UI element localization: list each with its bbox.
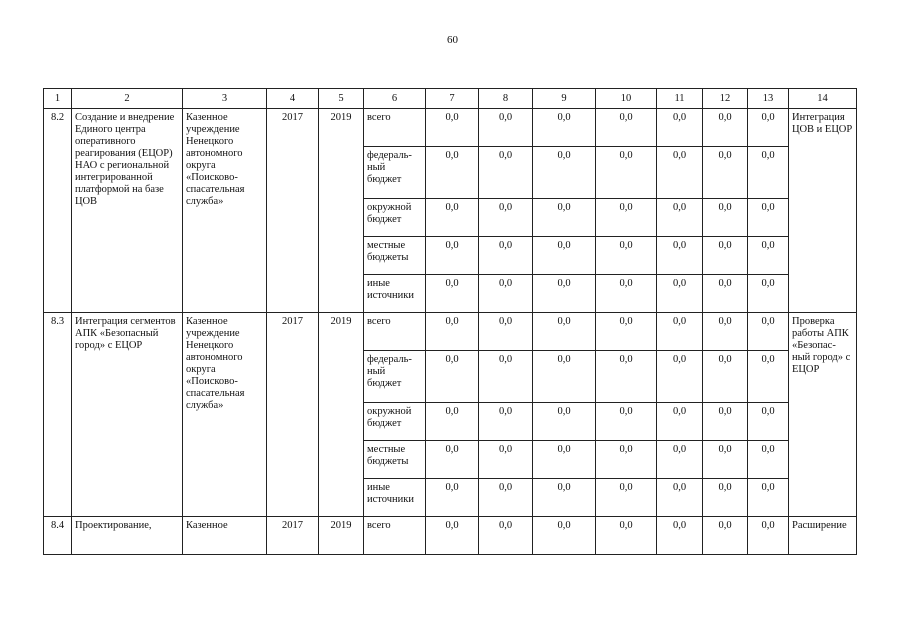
column-header: 10 bbox=[596, 89, 657, 109]
funding-value: 0,0 bbox=[657, 109, 703, 147]
funding-value: 0,0 bbox=[703, 109, 748, 147]
column-header: 5 bbox=[319, 89, 364, 109]
funding-value: 0,0 bbox=[748, 351, 789, 403]
column-header: 7 bbox=[426, 89, 479, 109]
funding-value: 0,0 bbox=[426, 313, 479, 351]
column-header: 3 bbox=[183, 89, 267, 109]
funding-source: всего bbox=[364, 313, 426, 351]
column-header: 8 bbox=[479, 89, 533, 109]
funding-value: 0,0 bbox=[703, 479, 748, 517]
funding-value: 0,0 bbox=[703, 351, 748, 403]
funding-value: 0,0 bbox=[748, 199, 789, 237]
funding-value: 0,0 bbox=[479, 351, 533, 403]
funding-value: 0,0 bbox=[703, 147, 748, 199]
funding-value: 0,0 bbox=[748, 313, 789, 351]
funding-value: 0,0 bbox=[657, 479, 703, 517]
funding-value: 0,0 bbox=[479, 517, 533, 555]
funding-value: 0,0 bbox=[426, 403, 479, 441]
funding-value: 0,0 bbox=[596, 351, 657, 403]
funding-value: 0,0 bbox=[533, 237, 596, 275]
funding-value: 0,0 bbox=[426, 351, 479, 403]
funding-value: 0,0 bbox=[748, 517, 789, 555]
funding-value: 0,0 bbox=[657, 313, 703, 351]
expected-result: Интеграция ЦОВ и ЕЦОР bbox=[789, 109, 857, 313]
funding-source: окружной бюджет bbox=[364, 199, 426, 237]
funding-source: иные источники bbox=[364, 275, 426, 313]
funding-value: 0,0 bbox=[703, 403, 748, 441]
funding-value: 0,0 bbox=[479, 313, 533, 351]
funding-value: 0,0 bbox=[596, 517, 657, 555]
funding-source: иные источники bbox=[364, 479, 426, 517]
funding-value: 0,0 bbox=[657, 403, 703, 441]
funding-value: 0,0 bbox=[703, 517, 748, 555]
funding-value: 0,0 bbox=[657, 275, 703, 313]
funding-value: 0,0 bbox=[479, 479, 533, 517]
column-header: 12 bbox=[703, 89, 748, 109]
funding-value: 0,0 bbox=[657, 517, 703, 555]
funding-value: 0,0 bbox=[479, 441, 533, 479]
funding-value: 0,0 bbox=[657, 199, 703, 237]
funding-value: 0,0 bbox=[703, 275, 748, 313]
funding-value: 0,0 bbox=[748, 275, 789, 313]
funding-source: всего bbox=[364, 517, 426, 555]
table-row bbox=[44, 313, 857, 351]
budget-table bbox=[43, 88, 857, 555]
item-name: Создание и внедрение Единого центра оперативного реагирования (ЕЦОР) НАО с региональной интегрированной платформой на базе ЦОВ bbox=[72, 109, 183, 313]
column-header: 9 bbox=[533, 89, 596, 109]
funding-source: всего bbox=[364, 109, 426, 147]
funding-value: 0,0 bbox=[426, 199, 479, 237]
funding-value: 0,0 bbox=[596, 479, 657, 517]
table-row bbox=[44, 517, 857, 555]
funding-value: 0,0 bbox=[479, 403, 533, 441]
funding-value: 0,0 bbox=[748, 109, 789, 147]
funding-value: 0,0 bbox=[596, 237, 657, 275]
end-year: 2019 bbox=[319, 517, 364, 555]
funding-value: 0,0 bbox=[426, 109, 479, 147]
column-header: 11 bbox=[657, 89, 703, 109]
column-header: 13 bbox=[748, 89, 789, 109]
funding-source: федераль-ный бюджет bbox=[364, 147, 426, 199]
column-header: 2 bbox=[72, 89, 183, 109]
funding-source: окружной бюджет bbox=[364, 403, 426, 441]
funding-value: 0,0 bbox=[533, 441, 596, 479]
table-row bbox=[44, 109, 857, 147]
funding-value: 0,0 bbox=[533, 479, 596, 517]
funding-value: 0,0 bbox=[703, 313, 748, 351]
funding-value: 0,0 bbox=[748, 147, 789, 199]
item-number: 8.3 bbox=[44, 313, 72, 517]
funding-value: 0,0 bbox=[426, 441, 479, 479]
item-number: 8.2 bbox=[44, 109, 72, 313]
expected-result: Проверка работы АПК «Безопас-ный город» с ЕЦОР bbox=[789, 313, 857, 517]
expected-result: Расширение bbox=[789, 517, 857, 555]
funding-value: 0,0 bbox=[533, 351, 596, 403]
start-year: 2017 bbox=[267, 517, 319, 555]
funding-source: местные бюджеты bbox=[364, 441, 426, 479]
funding-value: 0,0 bbox=[596, 275, 657, 313]
funding-value: 0,0 bbox=[596, 199, 657, 237]
page-number: 60 bbox=[447, 34, 458, 46]
funding-value: 0,0 bbox=[657, 351, 703, 403]
funding-value: 0,0 bbox=[748, 479, 789, 517]
funding-value: 0,0 bbox=[596, 109, 657, 147]
funding-value: 0,0 bbox=[533, 403, 596, 441]
funding-value: 0,0 bbox=[426, 147, 479, 199]
funding-value: 0,0 bbox=[657, 147, 703, 199]
funding-value: 0,0 bbox=[426, 517, 479, 555]
item-executor: Казенное учреждение Ненецкого автономного округа «Поисково-спасательная служба» bbox=[183, 313, 267, 517]
funding-value: 0,0 bbox=[657, 237, 703, 275]
funding-value: 0,0 bbox=[596, 147, 657, 199]
funding-value: 0,0 bbox=[533, 517, 596, 555]
item-executor: Казенное учреждение Ненецкого автономного округа «Поисково-спасательная служба» bbox=[183, 109, 267, 313]
item-executor: Казенное bbox=[183, 517, 267, 555]
funding-source: местные бюджеты bbox=[364, 237, 426, 275]
funding-value: 0,0 bbox=[703, 237, 748, 275]
funding-value: 0,0 bbox=[479, 199, 533, 237]
column-header: 1 bbox=[44, 89, 72, 109]
funding-value: 0,0 bbox=[703, 199, 748, 237]
funding-value: 0,0 bbox=[479, 109, 533, 147]
funding-value: 0,0 bbox=[748, 237, 789, 275]
funding-value: 0,0 bbox=[426, 237, 479, 275]
funding-value: 0,0 bbox=[596, 313, 657, 351]
funding-value: 0,0 bbox=[657, 441, 703, 479]
funding-value: 0,0 bbox=[748, 403, 789, 441]
header-row bbox=[44, 89, 857, 109]
funding-value: 0,0 bbox=[479, 147, 533, 199]
column-header: 4 bbox=[267, 89, 319, 109]
funding-source: федераль-ный бюджет bbox=[364, 351, 426, 403]
funding-value: 0,0 bbox=[426, 479, 479, 517]
column-header: 14 bbox=[789, 89, 857, 109]
end-year: 2019 bbox=[319, 109, 364, 313]
item-name: Проектирование, bbox=[72, 517, 183, 555]
end-year: 2019 bbox=[319, 313, 364, 517]
funding-value: 0,0 bbox=[533, 147, 596, 199]
funding-value: 0,0 bbox=[479, 237, 533, 275]
item-number: 8.4 bbox=[44, 517, 72, 555]
funding-value: 0,0 bbox=[533, 109, 596, 147]
funding-value: 0,0 bbox=[479, 275, 533, 313]
funding-value: 0,0 bbox=[533, 313, 596, 351]
funding-value: 0,0 bbox=[748, 441, 789, 479]
start-year: 2017 bbox=[267, 109, 319, 313]
funding-value: 0,0 bbox=[703, 441, 748, 479]
funding-value: 0,0 bbox=[533, 275, 596, 313]
table-body bbox=[44, 89, 857, 555]
funding-value: 0,0 bbox=[533, 199, 596, 237]
funding-value: 0,0 bbox=[426, 275, 479, 313]
funding-value: 0,0 bbox=[596, 441, 657, 479]
start-year: 2017 bbox=[267, 313, 319, 517]
item-name: Интеграция сегментов АПК «Безопасный город» с ЕЦОР bbox=[72, 313, 183, 517]
funding-value: 0,0 bbox=[596, 403, 657, 441]
column-header: 6 bbox=[364, 89, 426, 109]
